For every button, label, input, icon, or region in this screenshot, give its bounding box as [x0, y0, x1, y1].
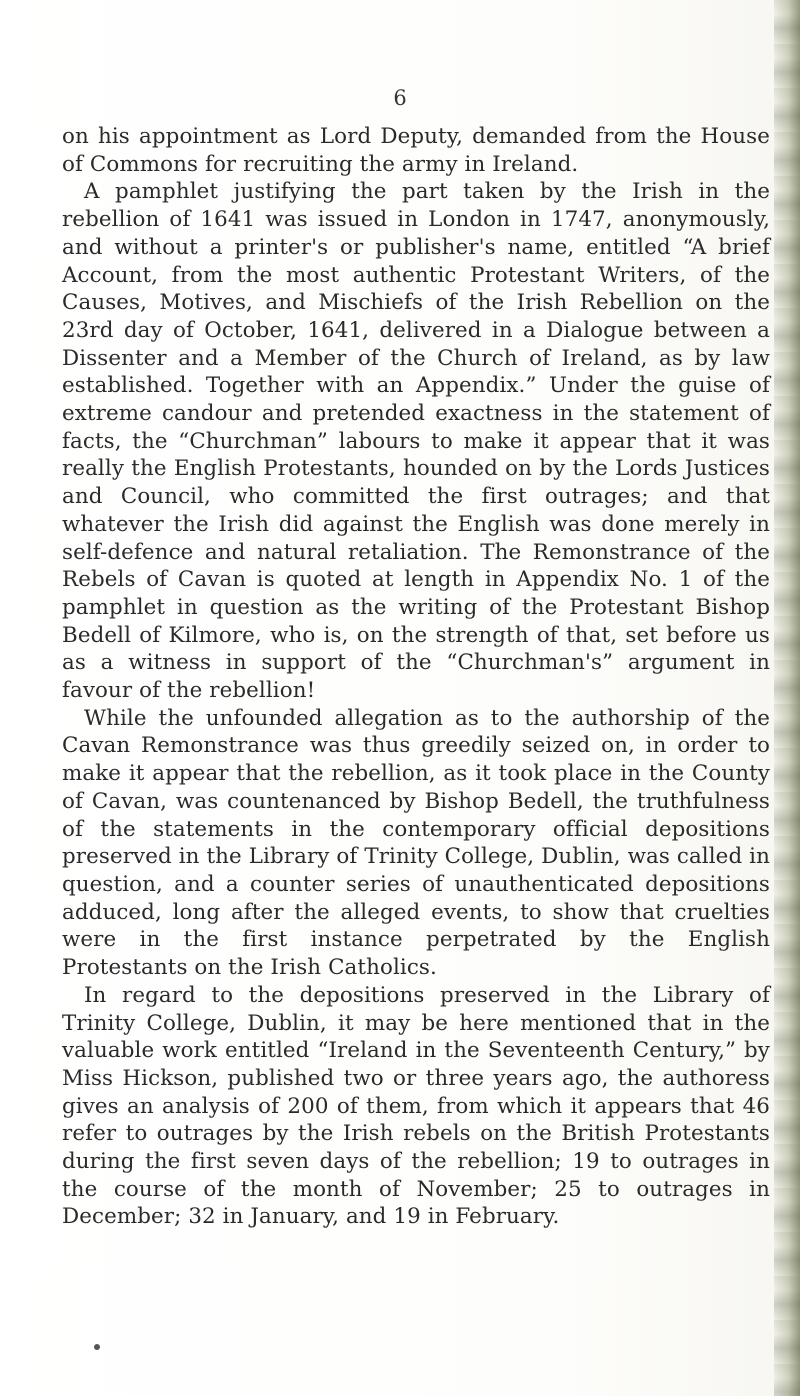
paragraph-depositions: In regard to the depositions preserved in the Library of Trinity College, Dublin, it may be here mentioned that in the valuable work entitled “Ireland in the Seventeenth Century,” by Miss Hickson, published two or three years ago, the authoress gives an analysis of 200 of them, from which it appears that 46 refer to outrages by the Irish rebels on the British Protestants during the first seven days of the rebellion; 19 to outrages in the course of the month of November; 25 to outrages in December; 32 in January, and 19 in February. [62, 982, 770, 1230]
page-edge-shadow [774, 0, 800, 1396]
paragraph-pamphlet: A pamphlet justifying the part taken by the Irish in the rebellion of 1641 was issued in London in 1747, anonymously, and without a printer's or publisher's name, entitled “A brief Account, from the most authentic Protestant Writers, of the Causes, Motives, and Mischiefs of the Irish Rebellion on the 23rd day of October, 1641, delivered in a Dialogue between a Dissenter and a Member of the Church of Ireland, as by law established. Together with an Appendix.” Under the guise of extreme candour and pretended exactness in the statement of facts, the “Churchman” labours to make it appear that it was really the English Protestants, hounded on by the Lords Justices and Council, who committed the first outrages; and that whatever the Irish did against the English was done merely in self-defence and natural retaliation. The Remonstrance of the Rebels of Cavan is quoted at length in Appendix No. 1 of the pamphlet in question as the writing of the Protestant Bishop Bedell of Kilmore, who is, on the strength of that, set before us as a witness in support of the “Churchman's” argument in favour of the rebellion! [62, 179, 770, 704]
page-number: 6 [393, 86, 407, 110]
paragraph-continuation: on his appointment as Lord Deputy, demanded from the House of Commons for recruiting the army in Ireland. [62, 124, 770, 177]
ink-speck [94, 1344, 100, 1350]
paragraph-remonstrance: While the unfounded allegation as to the authorship of the Cavan Remonstrance was thus greedily seized on, in order to make it appear that the rebellion, as it took place in the County of Cavan, was countenanced by Bishop Bedell, the truthfulness of the statements in the contemporary official depositions preserved in the Library of Trinity College, Dublin, was called in question, and a counter series of unauthenticated depositions adduced, long after the alleged events, to show that cruelties were in the first instance perpetrated by the English Protestants on the Irish Catholics. [62, 705, 770, 981]
body-text [62, 123, 770, 1231]
